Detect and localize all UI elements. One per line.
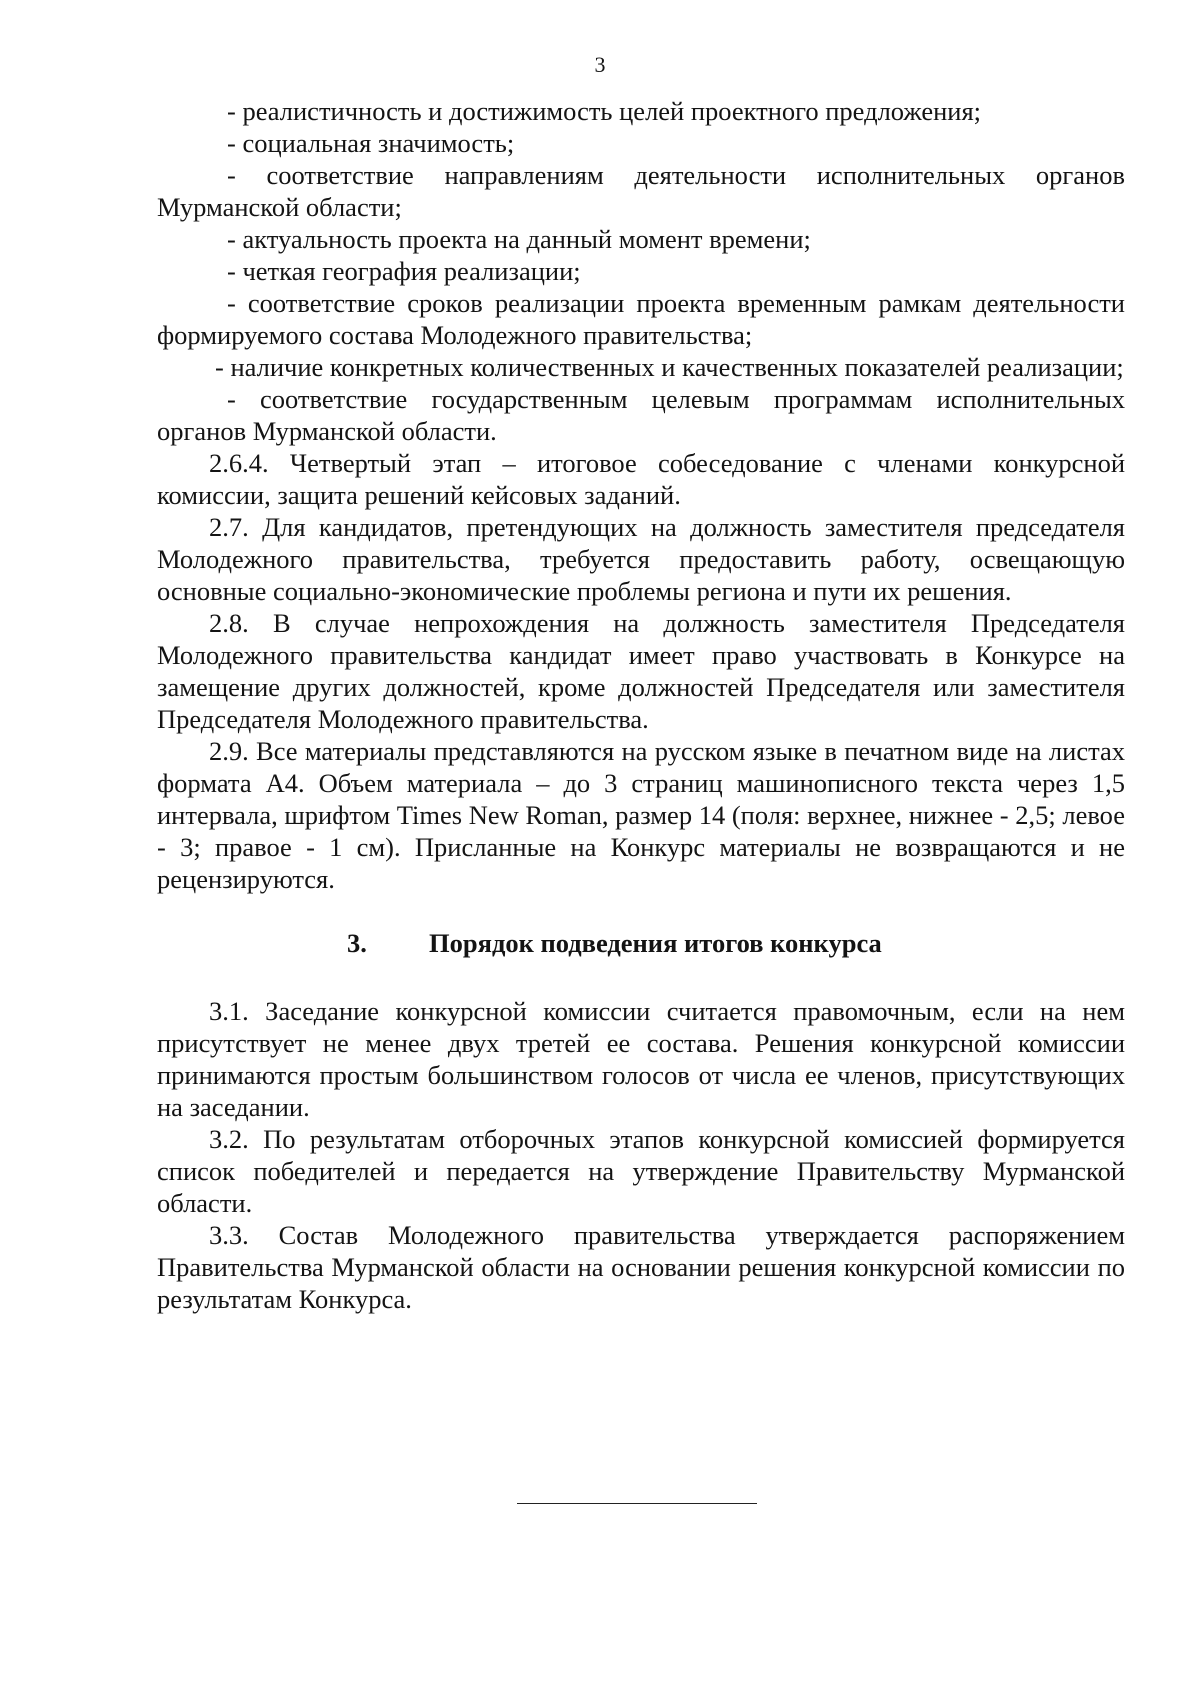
criterion-geography: - четкая география реализации; <box>227 256 581 286</box>
paragraph-2-9: 2.9. Все материалы представляются на русском языке в печатном виде на листах формата А4. Объем материала – до 3 страниц машинописного текста через 1,5 интервала, шрифтом Times New Roman, размер 14 (поля: верхнее, нижнее - 2,5; левое - 3; правое - 1 см). Присланные на Конкурс материалы не возвращаются и не рецензируются. <box>157 736 1125 894</box>
criterion-state-programs: - соответствие государственным целевым программам исполнительных органов Мурманской области. <box>157 384 1125 446</box>
paragraph-3-2: 3.2. По результатам отборочных этапов конкурсной комиссией формируется список победителей и передается на утверждение Правительству Мурманской области. <box>157 1124 1125 1218</box>
criterion-relevance: - актуальность проекта на данный момент времени; <box>227 224 811 254</box>
paragraph-2-6-4: 2.6.4. Четвертый этап – итоговое собеседование с членами конкурсной комиссии, защита решений кейсовых заданий. <box>157 448 1125 510</box>
criterion-directions-compliance: - соответствие направлениям деятельности исполнительных органов Мурманской области; <box>157 160 1125 222</box>
criterion-timeframe: - соответствие сроков реализации проекта временным рамкам деятельности формируемого состава Молодежного правительства; <box>157 288 1125 350</box>
paragraph-3-3: 3.3. Состав Молодежного правительства утверждается распоряжением Правительства Мурманской области на основании решения конкурсной комиссии по результатам Конкурса. <box>157 1220 1125 1314</box>
end-of-document-rule <box>517 1503 757 1504</box>
criterion-realism: - реалистичность и достижимость целей проектного предложения; <box>227 96 982 126</box>
section-3-heading <box>157 926 1125 960</box>
criterion-social-significance: - социальная значимость; <box>227 128 515 158</box>
paragraph-2-8: 2.8. В случае непрохождения на должность заместителя Председателя Молодежного правительства кандидат имеет право участвовать в Конкурсе на замещение других должностей, кроме должностей Председателя или заместителя Председателя Молодежного правительства. <box>157 608 1125 734</box>
section-3-title: Порядок подведения итогов конкурса <box>429 928 882 958</box>
document-body <box>157 95 1125 1315</box>
criterion-indicators: - наличие конкретных количественных и качественных показателей реализации; <box>215 352 1124 382</box>
paragraph-2-7: 2.7. Для кандидатов, претендующих на должность заместителя председателя Молодежного правительства, требуется предоставить работу, освещающую основные социально-экономические проблемы региона и пути их решения. <box>157 512 1125 606</box>
page-number: 3 <box>594 52 606 77</box>
paragraph-3-1: 3.1. Заседание конкурсной комиссии считается правомочным, если на нем присутствует не менее двух третей ее состава. Решения конкурсной комиссии принимаются простым большинством голосов от числа ее членов, присутствующих на заседании. <box>157 996 1125 1122</box>
section-3-number: 3. <box>347 928 367 958</box>
